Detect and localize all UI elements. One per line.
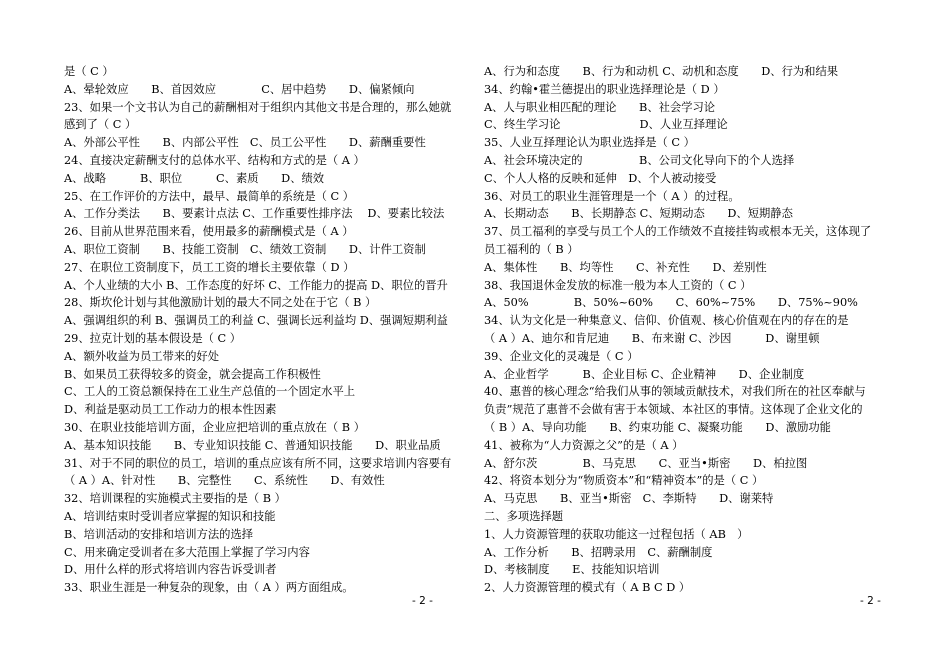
text-line: 42、将资本划分为“物质资本”和“精神资本”的是（ C ） (484, 474, 764, 488)
page-number-right: - 2 - (860, 595, 881, 607)
text-line: 38、我国退休金发放的标准一般为本人工资的（ C ） (484, 278, 752, 292)
text-line: 二、多项选择题 (484, 509, 564, 523)
text-line: 28、斯坎伦计划与其他激励计划的最大不同之处在于它（ B ） (64, 296, 377, 310)
text-line: D、考核制度 E、技能知识培训 (484, 563, 660, 577)
text-line: A、长期动态 B、长期静态 C、短期动态 D、短期静态 (484, 207, 793, 221)
text-line: A、舒尔茨 B、马克思 C、亚当•斯密 D、柏拉图 (484, 456, 808, 470)
text-line: 34、认为文化是一种集意义、信仰、价值观、核心价值观在内的存在的是 (484, 314, 849, 328)
text-line: A、个人业绩的大小 B、工作态度的好坏 C、工作能力的提高 D、职位的晋升 (64, 278, 448, 292)
text-line: 26、目前从世界范围来看，使用最多的薪酬模式是（ A ） (64, 225, 354, 239)
text-line: B、如果员工获得较多的资金，就会提高工作积极性 (64, 367, 321, 381)
text-line: 32、培训课程的实施模式主要指的是（ B ） (64, 492, 286, 506)
text-line: A、培训结束时受训者应掌握的知识和技能 (64, 509, 276, 523)
text-line: A、工作分类法 B、要素计点法 C、工作重要性排序法 D、要素比较法 (64, 207, 445, 221)
text-line: 34、约翰•霍兰德提出的职业选择理论是（ D ） (484, 82, 725, 96)
text-line: A、额外收益为员工带来的好处 (64, 349, 220, 363)
text-line: 36、对员工的职业生涯管理是一个（ A ）的过程。 (484, 189, 740, 203)
text-line: 员工福利的（ B ） (484, 242, 579, 256)
text-line: A、50% B、50%~60% C、60%~75% D、75%~90% (484, 296, 858, 310)
page-number-left: - 2 - (412, 595, 433, 607)
text-line: A、社会环境决定的 B、公司文化导向下的个人选择 (484, 153, 795, 167)
text-line: 41、被称为“人力资源之父”的是（ A ） (484, 438, 684, 452)
text-line: 23、如果一个文书认为自己的薪酬相对于组织内其他文书是合理的，那么她就 (64, 100, 452, 114)
text-line: A、外部公平性 B、内部公平性 C、员工公平性 D、薪酬重要性 (64, 136, 426, 150)
text-line: 31、对于不同的职位的员工，培训的重点应该有所不同，这要求培训内容要有 (64, 456, 452, 470)
text-line: 2、人力资源管理的模式有（ A B C D ） (484, 581, 691, 595)
text-line: 感到了（ C ） (64, 118, 137, 132)
text-line: B、培训活动的安排和培训方法的选择 (64, 527, 254, 541)
text-line: A、职位工资制 B、技能工资制 C、绩效工资制 D、计件工资制 (64, 242, 426, 256)
text-line: 29、拉克计划的基本假设是（ C ） (64, 331, 242, 345)
text-line: 37、员工福利的享受与员工个人的工作绩效不直接挂钩或根本无关，这体现了 (484, 225, 872, 239)
text-line: （ A ）A、迪尔和肯尼迪 B、布来谢 C、沙因 D、谢里顿 (484, 331, 820, 345)
text-line: 1、人力资源管理的获取功能这一过程包括（ AB ） (484, 527, 749, 541)
text-line: A、工作分析 B、招聘录用 C、薪酬制度 (484, 545, 713, 559)
text-line: A、人与职业相匹配的理论 B、社会学习论 (484, 100, 716, 114)
text-line: 40、惠普的核心理念“给我们从事的领域贡献技术，对我们所在的社区奉献与 (484, 385, 866, 399)
text-line: A、强调组织的利 B、强调员工的利益 C、强调长远利益均 D、强调短期利益 (64, 314, 448, 328)
text-line: （ A ）A、针对性 B、完整性 C、系统性 D、有效性 (64, 474, 385, 488)
text-line: A、企业哲学 B、企业目标 C、企业精神 D、企业制度 (484, 367, 805, 381)
text-line: A、马克思 B、亚当•斯密 C、李斯特 D、谢莱特 (484, 492, 774, 506)
text-line: 27、在职位工资制度下，员工工资的增长主要依靠（ D ） (64, 260, 355, 274)
text-line: 33、职业生涯是一种复杂的现象，由（ A ）两方面组成。 (64, 581, 354, 595)
text-line: C、个人人格的反映和延伸 D、个人被动接受 (484, 171, 717, 185)
text-line: 24、直接决定薪酬支付的总体水平、结构和方式的是（ A ） (64, 153, 365, 167)
text-line: 是（ C ） (64, 65, 114, 78)
text-line: D、利益是驱动员工工作动力的根本性因素 (64, 403, 277, 417)
text-line: 30、在职业技能培训方面，企业应把培训的重点放在（ B ） (64, 420, 365, 434)
text-line: A、行为和态度 B、行为和动机 C、动机和态度 D、行为和结果 (484, 65, 839, 78)
text-line: C、终生学习论 D、人业互择理论 (484, 118, 728, 132)
text-line: 25、在工作评价的方法中，最早、最简单的系统是（ C ） (64, 189, 355, 203)
text-line: A、战略 B、职位 C、素质 D、绩效 (64, 171, 325, 185)
text-line: D、用什么样的形式将培训内容告诉受训者 (64, 563, 277, 577)
text-line: 39、企业文化的灵魂是（ C ） (484, 349, 639, 363)
text-line: （ B ）A、导向功能 B、约束功能 C、凝聚功能 D、激励功能 (484, 420, 831, 434)
right-column (484, 63, 914, 597)
text-line: A、基本知识技能 B、专业知识技能 C、普通知识技能 D、职业品质 (64, 438, 441, 452)
text-line: 负责”规范了惠普不会做有害于本领域、本社区的事情。这体现了企业文化的 (484, 403, 863, 417)
text-line: A、集体性 B、均等性 C、补充性 D、差别性 (484, 260, 767, 274)
text-line: 35、人业互择理论认为职业选择是（ C ） (484, 136, 695, 150)
text-line: C、工人的工资总额保持在工业生产总值的一个固定水平上 (64, 385, 356, 399)
text-line: A、晕轮效应 B、首因效应 C、居中趋势 D、偏紧倾向 (64, 82, 415, 96)
left-column (64, 63, 474, 597)
text-line: C、用来确定受训者在多大范围上掌握了学习内容 (64, 545, 310, 559)
